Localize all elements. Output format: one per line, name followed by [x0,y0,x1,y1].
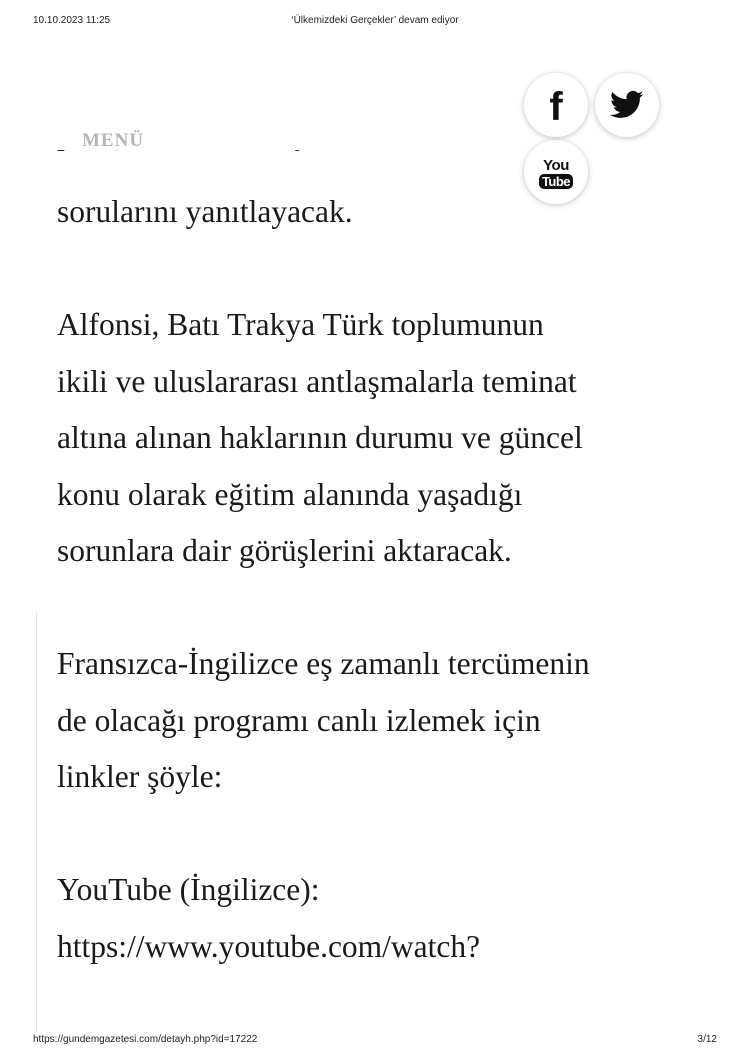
print-header [0,15,750,31]
article-line: Fransızca-İngilizce eş zamanlı tercümenin [57,646,590,681]
article-line: linkler şöyle: [57,759,223,794]
print-page-title: ‘Ülkemizdeki Gerçekler’ devam ediyor [291,15,459,26]
print-url: https://gundemgazetesi.com/detayh.php?id=17222 [33,1034,258,1045]
article-line: ikili ve uluslararası antlaşmalarla teminat [57,363,577,399]
menu-button[interactable]: MENÜ [82,130,145,151]
article-line: Alfonsi, Batı Trakya Türk toplumunun [57,307,544,342]
paragraph-spacer [57,580,727,637]
article-paragraph [57,184,727,241]
facebook-icon: f [549,85,563,129]
article-line: altına alınan haklarının durumu ve güncel [57,420,583,455]
article-line: de olacağı programı canlı izlemek için [57,702,541,738]
article-link-text[interactable]: https://www.youtube.com/watch? [57,928,481,964]
content-divider [36,612,37,1032]
twitter-icon [610,90,644,120]
print-datetime: 10.10.2023 11:25 [33,15,111,26]
paragraph-spacer [57,241,727,298]
youtube-button[interactable] [524,140,588,204]
print-page-number: 3/12 [697,1034,717,1045]
youtube-logo-top: You [543,156,569,174]
article-body [57,150,727,1020]
paragraph-spacer [57,806,727,863]
youtube-logo-bottom: Tube [539,174,573,189]
article-paragraph [57,636,727,806]
article-paragraph [57,297,727,580]
youtube-icon [539,158,573,189]
print-footer [0,1034,750,1050]
facebook-button[interactable] [524,73,588,137]
article-line: YouTube (İngilizce): [57,872,320,907]
article-line: sorularını yanıtlayacak. [57,194,353,229]
twitter-button[interactable] [595,73,659,137]
article-line: konu olarak eğitim alanında yaşadığı [57,476,523,512]
article-line: sorunlara dair görüşlerini aktaracak. [57,533,512,568]
article-paragraph [57,862,727,975]
article-partial-line [57,150,727,162]
